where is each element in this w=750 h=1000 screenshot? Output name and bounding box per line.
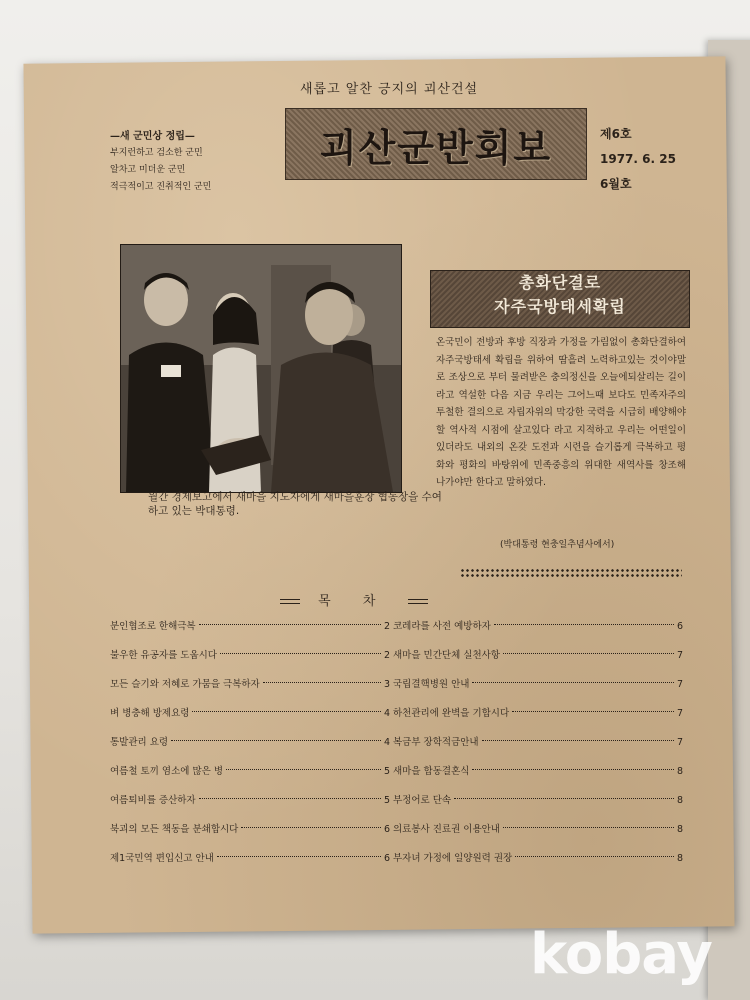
- toc-left-column: [110, 612, 390, 873]
- toc-item-page: 5: [383, 766, 390, 777]
- toc-item-page: 8: [676, 766, 683, 777]
- toc-item: [110, 786, 390, 815]
- toc-item-page: 8: [676, 795, 683, 806]
- toc-item-page: 7: [676, 708, 683, 719]
- issue-info: [600, 122, 676, 197]
- toc-leader: [171, 740, 381, 741]
- lead-article-body: 온국민이 전방과 후방 직장과 가정을 가림없이 총화단결하여 자주국방태세 확립을 위하여 땀흘려 노력하고있는 것이야말로 조상으로 부터 물려받은 충의정신을 오늘에되살리는 길이라고 역설한 다음 지금 우리는 그어느때 보다도 민족자주의 투철한 결의으로 자립자위의 막강한 국력을 시급히 배양해야할 역사적 시점에 살고있다 라고 지적하고 우리는 어떤일이 있더라도 내외의 온갖 도전과 시련을 슬기롭게 극복하고 평화와 평화의 바탕위에 민족중흥의 위대한 새역사를 창조해 나가야만 한다고 말하였다.: [436, 337, 686, 488]
- issue-month: 6월호: [600, 177, 632, 191]
- slogan: 새롭고 알찬 긍지의 괴산건설: [300, 82, 479, 97]
- toc-item: [393, 844, 683, 873]
- lead-headline: [430, 270, 690, 328]
- toc-leader: [503, 653, 674, 654]
- motto-title: —새 군민상 정립—: [110, 131, 195, 142]
- toc-item-page: 5: [383, 795, 390, 806]
- toc-leader: [217, 856, 381, 857]
- toc-item-page: 4: [383, 708, 390, 719]
- toc-item-title: 여름철 토끼 염소에 많은 병: [110, 766, 224, 777]
- decorative-divider: [460, 568, 682, 578]
- toc-leader: [199, 624, 381, 625]
- photo-caption: 월간 경제보고에서 새마을 지도자에게 새마을훈장 협동장을 수여하고 있는 박대통령.: [148, 491, 442, 517]
- toc-item-page: 4: [383, 737, 390, 748]
- toc-leader: [494, 624, 674, 625]
- toc-item-title: 의료봉사 진료권 이용안내: [393, 824, 500, 835]
- toc-leader: [472, 769, 674, 770]
- toc-item-page: 2: [383, 650, 390, 661]
- photo-illustration: [121, 245, 401, 492]
- toc-item-page: 7: [676, 679, 683, 690]
- headline-line-2: 자주국방태세확립: [494, 297, 626, 316]
- toc-item: [110, 699, 390, 728]
- toc-item-title: 부자녀 가정에 일양원력 권장: [393, 853, 513, 864]
- toc-rule-right: [408, 599, 428, 604]
- toc-item: [393, 815, 683, 844]
- toc-item: [110, 612, 390, 641]
- toc-leader: [482, 740, 674, 741]
- toc-item-page: 7: [676, 650, 683, 661]
- toc-item: [393, 670, 683, 699]
- citizen-motto: [110, 128, 286, 196]
- motto-line: 적극적이고 진취적인 군민: [110, 182, 212, 192]
- toc-item-title: 여름퇴비를 증산하자: [110, 795, 196, 806]
- toc-item-title: 분인협조로 한해극복: [110, 621, 196, 632]
- toc-leader: [192, 711, 380, 712]
- toc-item: [393, 786, 683, 815]
- toc-item-page: 2: [383, 621, 390, 632]
- toc-item-page: 6: [383, 853, 390, 864]
- toc-leader: [263, 682, 381, 683]
- toc-heading-text: 목 차: [318, 594, 390, 609]
- toc-right-column: [393, 612, 683, 873]
- toc-item: [110, 728, 390, 757]
- toc-item-title: 벼 병충해 방제요령: [110, 708, 190, 719]
- toc-item-title: 불우한 유공자를 도웁시다: [110, 650, 217, 661]
- toc-leader: [515, 856, 674, 857]
- toc-item: [110, 670, 390, 699]
- toc-item-page: 3: [383, 679, 390, 690]
- newsletter-title: 괴산군반회보: [319, 124, 553, 170]
- news-photo: [120, 244, 402, 493]
- toc-item-title: 복금부 장학적금안내: [393, 737, 479, 748]
- toc-item: [393, 757, 683, 786]
- toc-item-page: 8: [676, 824, 683, 835]
- toc-leader: [472, 682, 674, 683]
- toc-item-page: 6: [383, 824, 390, 835]
- toc-item-title: 북괴의 모든 책동을 분쇄합시다: [110, 824, 239, 835]
- issue-number: 제6호: [600, 127, 632, 141]
- toc-rule-left: [280, 599, 300, 604]
- toc-item-title: 통발관리 요령: [110, 737, 169, 748]
- motto-line: 알차고 미더운 군민: [110, 165, 186, 175]
- toc-item-title: 모든 슬기와 저혜로 가뭄을 극복하자: [110, 679, 260, 690]
- toc-item-title: 부정어로 단속: [393, 795, 452, 806]
- toc-item-title: 새마을 합동결혼식: [393, 766, 470, 777]
- issue-date: 1977. 6. 25: [600, 152, 676, 166]
- toc-item: [393, 612, 683, 641]
- toc-item-page: 6: [676, 621, 683, 632]
- watermark-logo: kobay: [530, 922, 712, 987]
- toc-leader: [512, 711, 674, 712]
- toc-item: [393, 728, 683, 757]
- article-source: (박대통령 현충일추념사에서): [500, 540, 615, 550]
- toc-item: [110, 641, 390, 670]
- toc-leader: [199, 798, 381, 799]
- toc-item: [110, 815, 390, 844]
- toc-leader: [226, 769, 381, 770]
- masthead: [285, 108, 587, 180]
- toc-item-title: 코레라를 사전 예방하자: [393, 621, 491, 632]
- toc-item: [393, 641, 683, 670]
- headline-line-1: 총화단결로: [518, 273, 602, 292]
- toc-item: [110, 757, 390, 786]
- toc-leader: [241, 827, 381, 828]
- motto-line: 부지런하고 검소한 군민: [110, 148, 203, 158]
- toc-item-page: 8: [676, 853, 683, 864]
- toc-item-title: 새마을 민간단체 실천사항: [393, 650, 500, 661]
- toc-leader: [503, 827, 674, 828]
- toc-item-page: 7: [676, 737, 683, 748]
- toc-leader: [220, 653, 381, 654]
- toc-item: [110, 844, 390, 873]
- toc-item-title: 국립결핵병원 안내: [393, 679, 470, 690]
- toc-leader: [454, 798, 674, 799]
- toc-item-title: 제1국민역 편입신고 안내: [110, 853, 214, 864]
- toc-item: [393, 699, 683, 728]
- toc-heading: [280, 590, 428, 609]
- toc-item-title: 하천관리에 완벽을 기합시다: [393, 708, 510, 719]
